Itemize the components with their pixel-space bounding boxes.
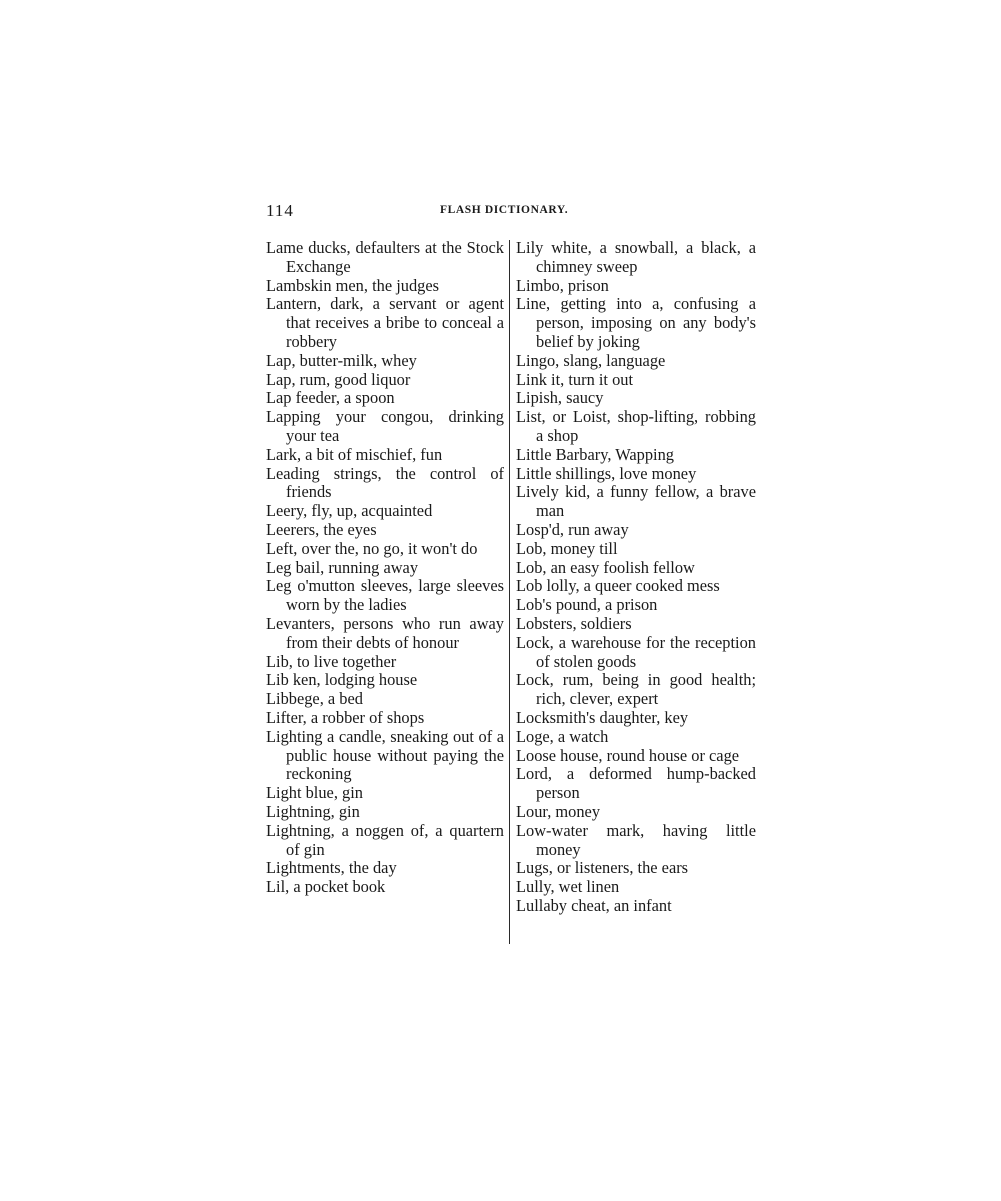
dictionary-entry: Low-water mark, having little money	[516, 820, 756, 859]
dictionary-entry: Losp'd, run away	[516, 519, 629, 539]
dictionary-entry: Light blue, gin	[266, 783, 363, 803]
dictionary-entry: Lob lolly, a queer cooked mess	[516, 576, 720, 596]
dictionary-entry: Lame ducks, defaulters at the Stock Exchange	[266, 238, 504, 276]
dictionary-entry: Link it, turn it out	[516, 369, 634, 389]
dictionary-entry: Locksmith's daughter, key	[516, 707, 689, 727]
dictionary-entry: Lock, a warehouse for the reception of stolen goods	[516, 632, 756, 671]
dictionary-entry: Lap, rum, good liquor	[266, 369, 411, 389]
left-column	[266, 239, 504, 897]
dictionary-entry: Leerers, the eyes	[266, 519, 377, 539]
dictionary-entry: Leg o'mutton sleeves, large sleeves worn by the ladies	[266, 576, 504, 615]
dictionary-entry: Lily white, a snowball, a black, a chimney sweep	[516, 238, 756, 276]
dictionary-entry: Lully, wet linen	[516, 877, 620, 897]
dictionary-entry: Limbo, prison	[516, 275, 609, 295]
dictionary-entry: Lob, an easy foolish fellow	[516, 557, 695, 577]
dictionary-entry: List, or Loist, shop-lifting, robbing a shop	[516, 407, 756, 445]
dictionary-entry: Lob, money till	[516, 538, 618, 558]
dictionary-entry: Lightments, the day	[266, 858, 397, 878]
dictionary-entry: Lour, money	[516, 801, 601, 821]
dictionary-entry: Leery, fly, up, acquainted	[266, 501, 433, 521]
page-number: 114	[266, 201, 294, 220]
dictionary-entry: Lingo, slang, language	[516, 350, 666, 370]
dictionary-entry: Lipish, saucy	[516, 388, 604, 408]
dictionary-entry: Lib ken, lodging house	[266, 670, 418, 690]
dictionary-entry: Lightning, a noggen of, a quartern of gin	[266, 820, 504, 859]
dictionary-entry: Lap, butter-milk, whey	[266, 350, 417, 370]
dictionary-entry: Leading strings, the control of friends	[266, 463, 504, 502]
dictionary-entry: Lord, a deformed hump-backed person	[516, 764, 756, 803]
dictionary-entry: Lapping your congou, drinking your tea	[266, 407, 504, 445]
dictionary-entry: Lighting a candle, sneaking out of a public house without paying the reckoning	[266, 726, 504, 784]
dictionary-entry: Lark, a bit of mischief, fun	[266, 444, 443, 464]
dictionary-entry: Lightning, gin	[266, 801, 360, 821]
dictionary-entry: Line, getting into a, confusing a person, imposing on any body's belief by joking	[516, 294, 756, 351]
column-rule	[509, 240, 510, 944]
dictionary-entry: Leg bail, running away	[266, 557, 419, 577]
dictionary-entry: Lambskin men, the judges	[266, 275, 439, 295]
dictionary-entry: Little shillings, love money	[516, 463, 697, 483]
dictionary-entry: Lullaby cheat, an infant	[516, 895, 672, 915]
dictionary-entry: Lugs, or listeners, the ears	[516, 858, 689, 878]
dictionary-entry: Loose house, round house or cage	[516, 745, 740, 765]
dictionary-entry: Left, over the, no go, it won't do	[266, 538, 478, 558]
dictionary-entry: Little Barbary, Wapping	[516, 444, 674, 464]
dictionary-entry: Loge, a watch	[516, 726, 609, 746]
dictionary-entry: Lock, rum, being in good health; rich, clever, expert	[516, 670, 756, 709]
running-head: FLASH DICTIONARY.	[440, 204, 569, 216]
dictionary-entry: Lob's pound, a prison	[516, 595, 658, 615]
dictionary-entry: Lib, to live together	[266, 651, 397, 671]
dictionary-entry: Lobsters, soldiers	[516, 613, 632, 633]
dictionary-entry: Lap feeder, a spoon	[266, 388, 395, 408]
dictionary-entry: Lantern, dark, a servant or agent that receives a bribe to conceal a robbery	[266, 294, 504, 351]
dictionary-entry: Lively kid, a funny fellow, a brave man	[516, 482, 756, 521]
dictionary-entry: Libbege, a bed	[266, 689, 363, 709]
dictionary-entry: Lifter, a robber of shops	[266, 707, 425, 727]
dictionary-entry: Levanters, persons who run away from their debts of honour	[266, 613, 504, 652]
right-column	[516, 239, 756, 916]
dictionary-entry: Lil, a pocket book	[266, 877, 386, 897]
